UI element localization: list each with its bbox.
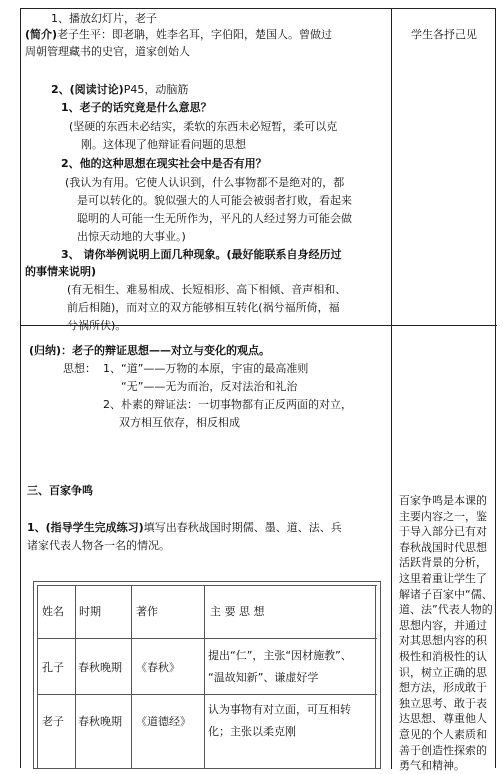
answer-3-line-3: 兮祸所伏)。 — [67, 319, 127, 332]
summary-label: 思想： — [63, 362, 96, 375]
question-2: 2、他的这种思想在现实社会中是否有用？ — [61, 157, 267, 170]
row-2-period: 春秋晚期 — [78, 715, 122, 728]
reading-label: 2、(阅读讨论) — [51, 83, 124, 96]
intro-text: 老子生平：即老聃，姓李名耳，字伯阳，楚国人。曾做过 — [57, 28, 333, 41]
row-1-period: 春秋晚期 — [78, 661, 122, 674]
student-response: 学生各抒己见 — [411, 28, 477, 41]
summary-point-1-line-2: “无”——无为而治，反对法治和礼治 — [121, 380, 298, 393]
summary-heading: (归纳)：老子的辩证思想——对立与变化的观点。 — [29, 344, 271, 357]
row-1-idea-line-2: “温故知新”、谦虚好学 — [208, 671, 319, 684]
philosophers-grid — [37, 585, 377, 768]
header-idea: 主 要 思 想 — [210, 605, 265, 618]
summary-point-2-line-1: 2、朴素的辩证法：一切事物都有正反两面的对立， — [103, 398, 352, 411]
row-1-name: 孔子 — [42, 661, 64, 674]
header-period: 时期 — [79, 605, 101, 618]
answer-2-line-2: 是可以转化的。貌似强大的人可能会被弱者打败，看起来 — [77, 194, 352, 207]
exercise-line-1 — [27, 521, 342, 535]
summary-point-2-line-2: 双方相互依存，相反相成 — [119, 416, 240, 429]
intro-label: (简介) — [25, 28, 58, 41]
question-3-line-1: 3、 请你举例说明上面几种现象。(最好能联系自身经历过 — [61, 248, 342, 261]
row-2-work: 《道德经》 — [136, 715, 191, 728]
exercise-label: 1、(指导学生完成练习) — [27, 521, 144, 534]
teaching-note: 百家争鸣是本课的主要内容之一，鉴于导入部分已有对春秋战国时代思想活跃背景的分析，这里着重让学生了解诸子百家中“儒、道、法”代表人物的思想内容，并通过对其思想内容的积极性和消极性的认识，树立正确的思想方法，形成敢于独立思考、敢于表达思想、尊重他人意见的个人素质和善于创造性探索的勇气和精神。 — [399, 494, 493, 773]
answer-2-line-3: 聪明的人可能一生无所作为，平凡的人经过努力可能会做 — [77, 212, 352, 225]
answer-1-line-2: 刚。这体现了他辩证看问题的思想 — [81, 138, 246, 151]
answer-3-line-2: 前后相随)，而对立的双方能够相互转化(祸兮福所倚，福 — [67, 301, 340, 314]
exercise-line-2: 诸家代表人物各一名的情况。 — [27, 539, 170, 552]
summary-point-1-line-1: 1、“道”——万物的本原，宇宙的最高准则 — [103, 362, 309, 375]
answer-1-line-1: (坚硬的东西未必结实，柔软的东西未必短暂，柔可以克 — [69, 120, 338, 133]
reading-ref: P45，动脑筋 — [123, 83, 189, 96]
column-divider — [391, 9, 392, 769]
exercise-text: 填写出春秋战国时期儒、墨、道、法、兵 — [143, 521, 342, 534]
slide-line: 1、播放幻灯片，老子 — [51, 12, 157, 25]
answer-2-line-4: 出惊天动地的大事业。) — [77, 230, 186, 243]
reading-heading — [51, 83, 188, 97]
intro-line — [25, 28, 332, 42]
philosophers-table — [33, 581, 381, 769]
row-1-work: 《春秋》 — [136, 661, 180, 674]
row-2-idea-line-1: 认为事物有对立面，可互相转 — [208, 703, 351, 716]
row-1-idea-line-1: 提出“仁”，主张“因材施教”、 — [208, 649, 352, 662]
row-2-idea-line-2: 化；主张以柔克刚 — [208, 725, 296, 738]
answer-2-line-1: (我认为有用。它使人认识到，什么事物都不是绝对的，都 — [65, 176, 345, 189]
intro-line-2: 周朝管理藏书的史官，道家创始人 — [25, 45, 190, 58]
answer-3-line-1: (有无相生、难易相成、长短相形、高下相倾、音声相和、 — [67, 283, 347, 296]
header-work: 著作 — [136, 605, 158, 618]
header-name: 姓名 — [42, 605, 64, 618]
question-3-line-2: 的事情来说明) — [25, 265, 97, 278]
lesson-plan-table — [20, 8, 496, 773]
row-2-name: 老子 — [42, 715, 64, 728]
section-3-title: 三、百家争鸣 — [27, 484, 93, 497]
question-1: 1、老子的话究竟是什么意思？ — [61, 101, 212, 114]
